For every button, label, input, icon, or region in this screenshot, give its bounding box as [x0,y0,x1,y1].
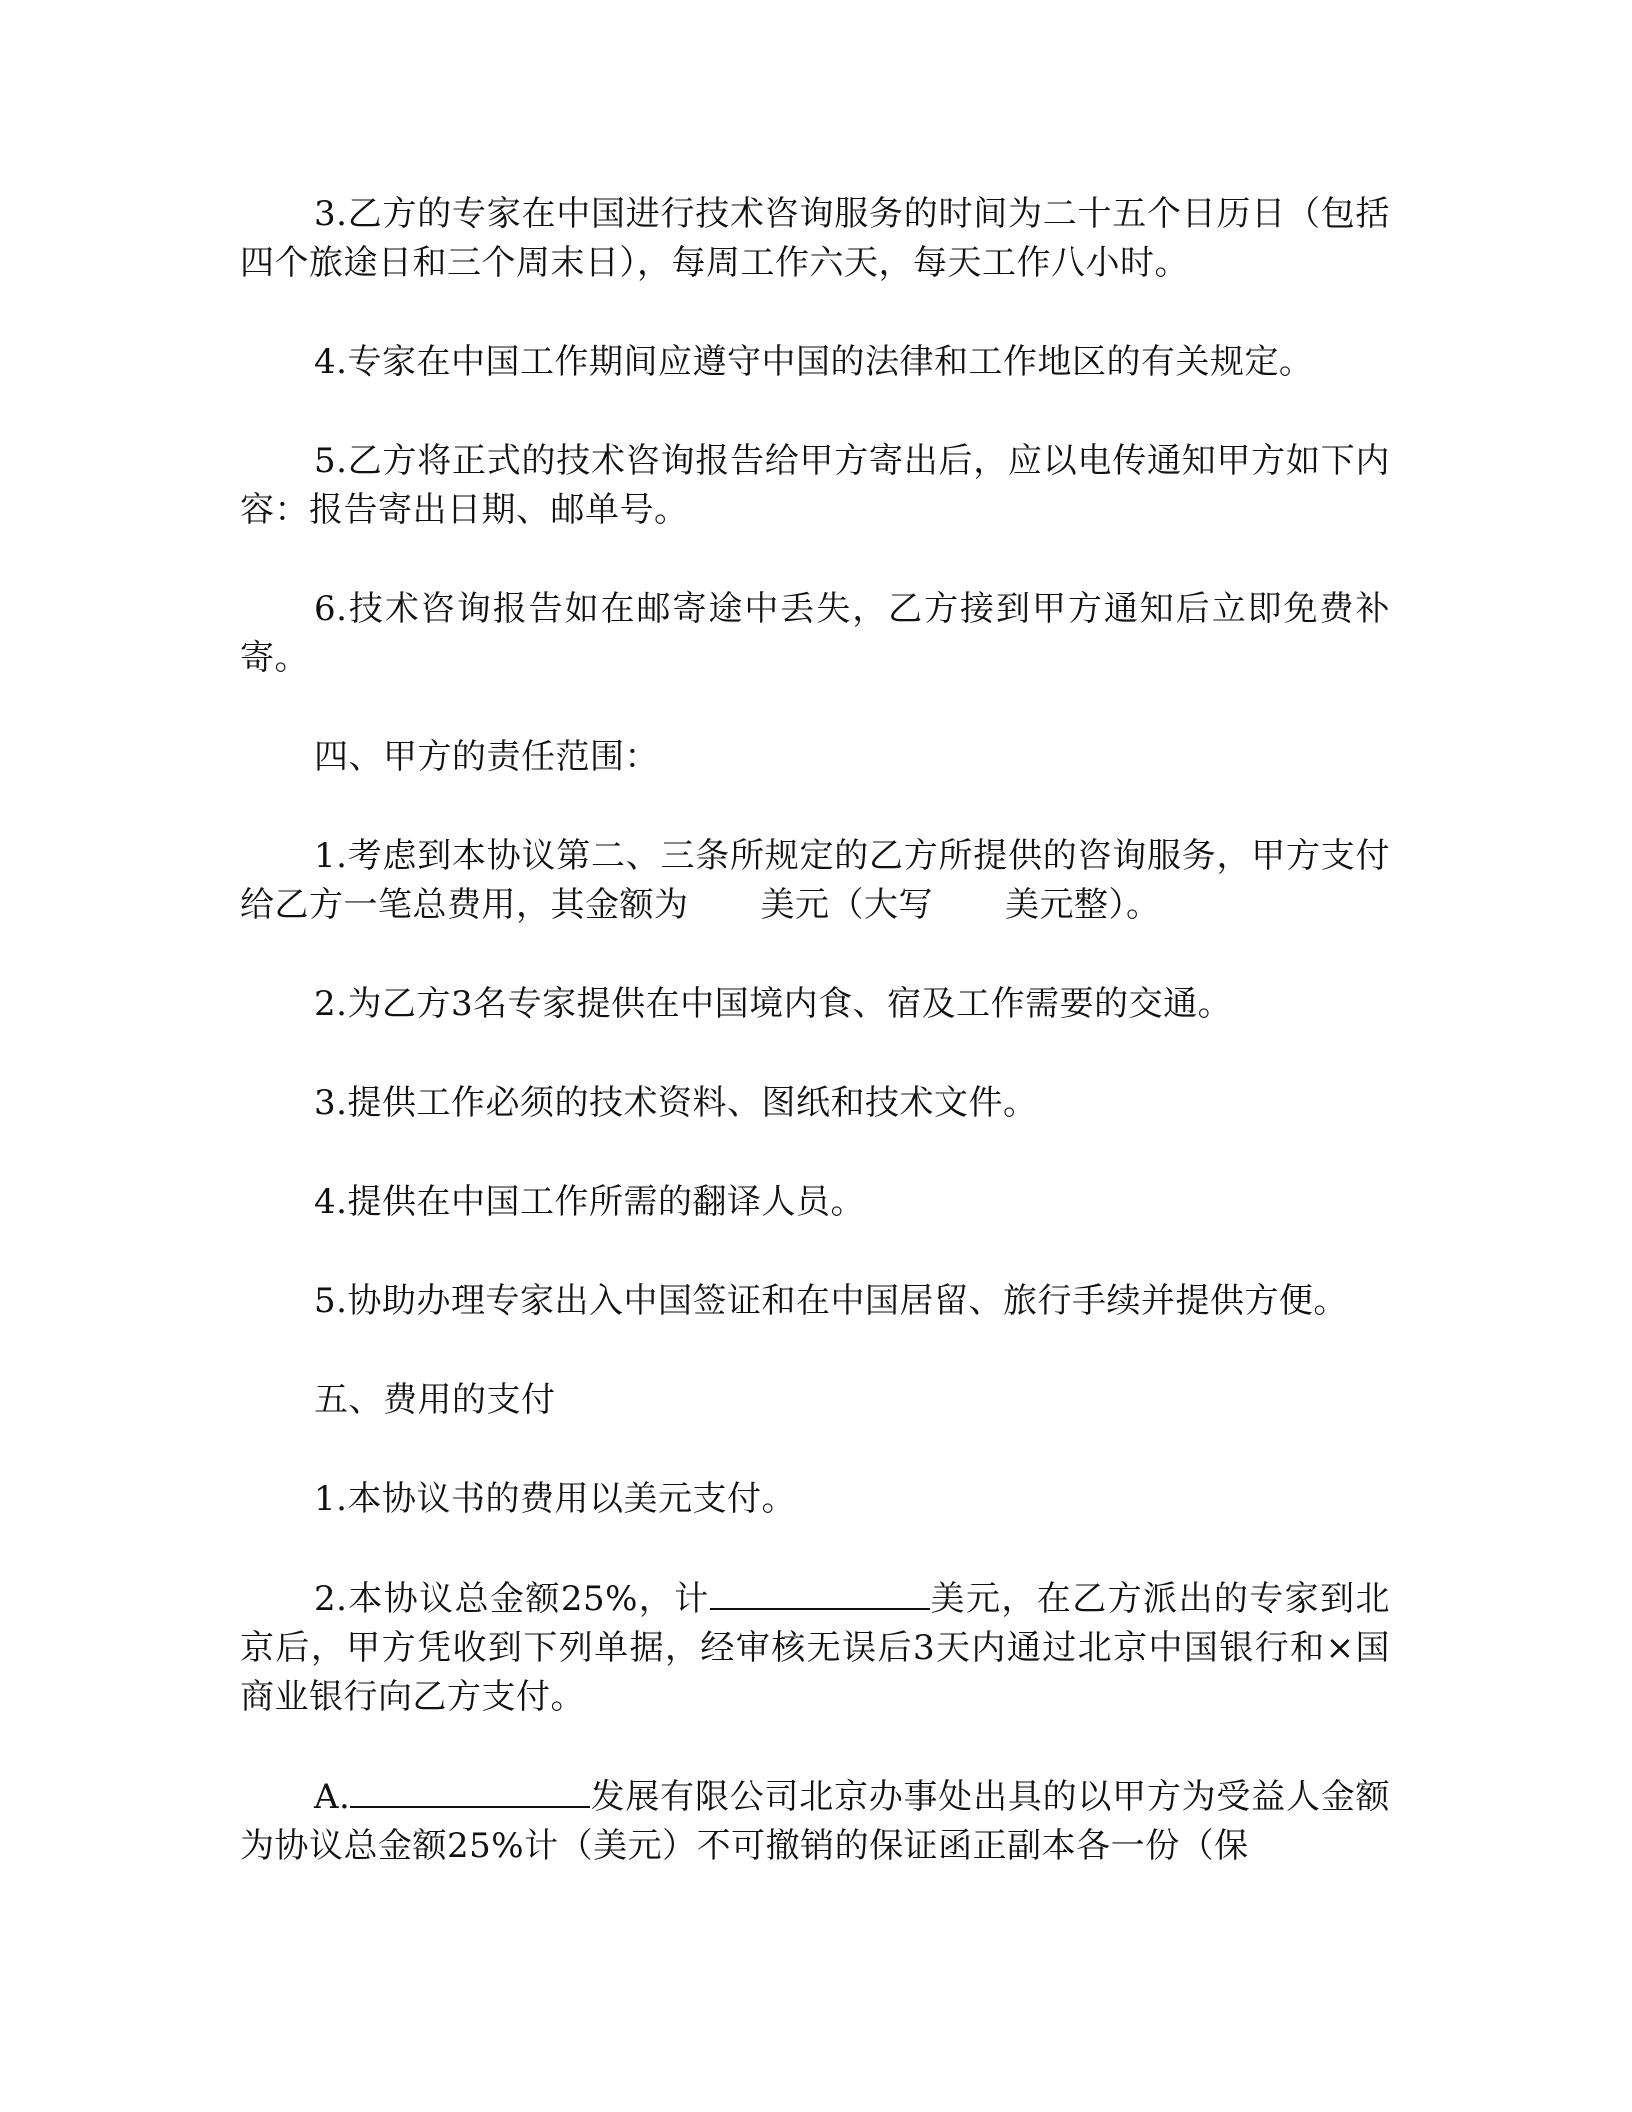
clause-5-2-text-b: 美元，在乙方派出的专家到北京后，甲方凭收到下列单据，经审核无误后3天内通过北京中国银行和×国商业银行向乙方支付。 [240,1579,1391,1717]
clause-3-6: 6.技术咨询报告如在邮寄途中丢失，乙方接到甲方通知后立即免费补寄。 [240,589,1390,678]
clause-5-2 [240,1574,1390,1722]
clause-4-1-text-c: 美元整）。 [1005,885,1161,925]
clause-4-1-text-a: 1.考虑到本协议第二、三条所规定的乙方所提供的咨询服务，甲方支付给乙方一笔总费用，其金额为 [240,836,1390,925]
clause-4-1-text-b: 美元（大写 [760,885,933,925]
clause-5-a [240,1772,1390,1871]
clause-5-a-text: 发展有限公司北京办事处出具的以甲方为受益人金额为协议总金额25%计（美元）不可撤销的保证函正副本各一份（保 [240,1777,1390,1866]
clause-3-5: 5.乙方将正式的技术咨询报告给甲方寄出后，应以电传通知甲方如下内容：报告寄出日期、邮单号。 [240,441,1390,530]
section-heading-5: 五、费用的支付 [314,1380,556,1420]
section-heading-4: 四、甲方的责任范围： [314,737,659,777]
clause-4-5: 5.协助办理专家出入中国签证和在中国居留、旅行手续并提供方便。 [314,1281,1348,1321]
clause-5-1: 1.本协议书的费用以美元支付。 [314,1479,796,1519]
clause-3-3: 3.乙方的专家在中国进行技术咨询服务的时间为二十五个日历日（包括四个旅途日和三个周末日），每周工作六天，每天工作八小时。 [240,194,1390,283]
clause-4-1 [240,832,1390,930]
amount-blank [710,1574,930,1610]
clause-4-3: 3.提供工作必须的技术资料、图纸和技术文件。 [314,1083,1038,1123]
clause-4-2: 2.为乙方3名专家提供在中国境内食、宿及工作需要的交通。 [314,984,1233,1024]
clause-5-2-text-a: 2.本协议总金额25%，计 [314,1579,710,1619]
company-name-blank [350,1772,590,1808]
clause-5-a-label: A. [314,1777,351,1817]
document-page [240,190,1390,1950]
clause-4-4: 4.提供在中国工作所需的翻译人员。 [314,1182,865,1222]
clause-3-4: 4.专家在中国工作期间应遵守中国的法律和工作地区的有关规定。 [314,342,1314,382]
